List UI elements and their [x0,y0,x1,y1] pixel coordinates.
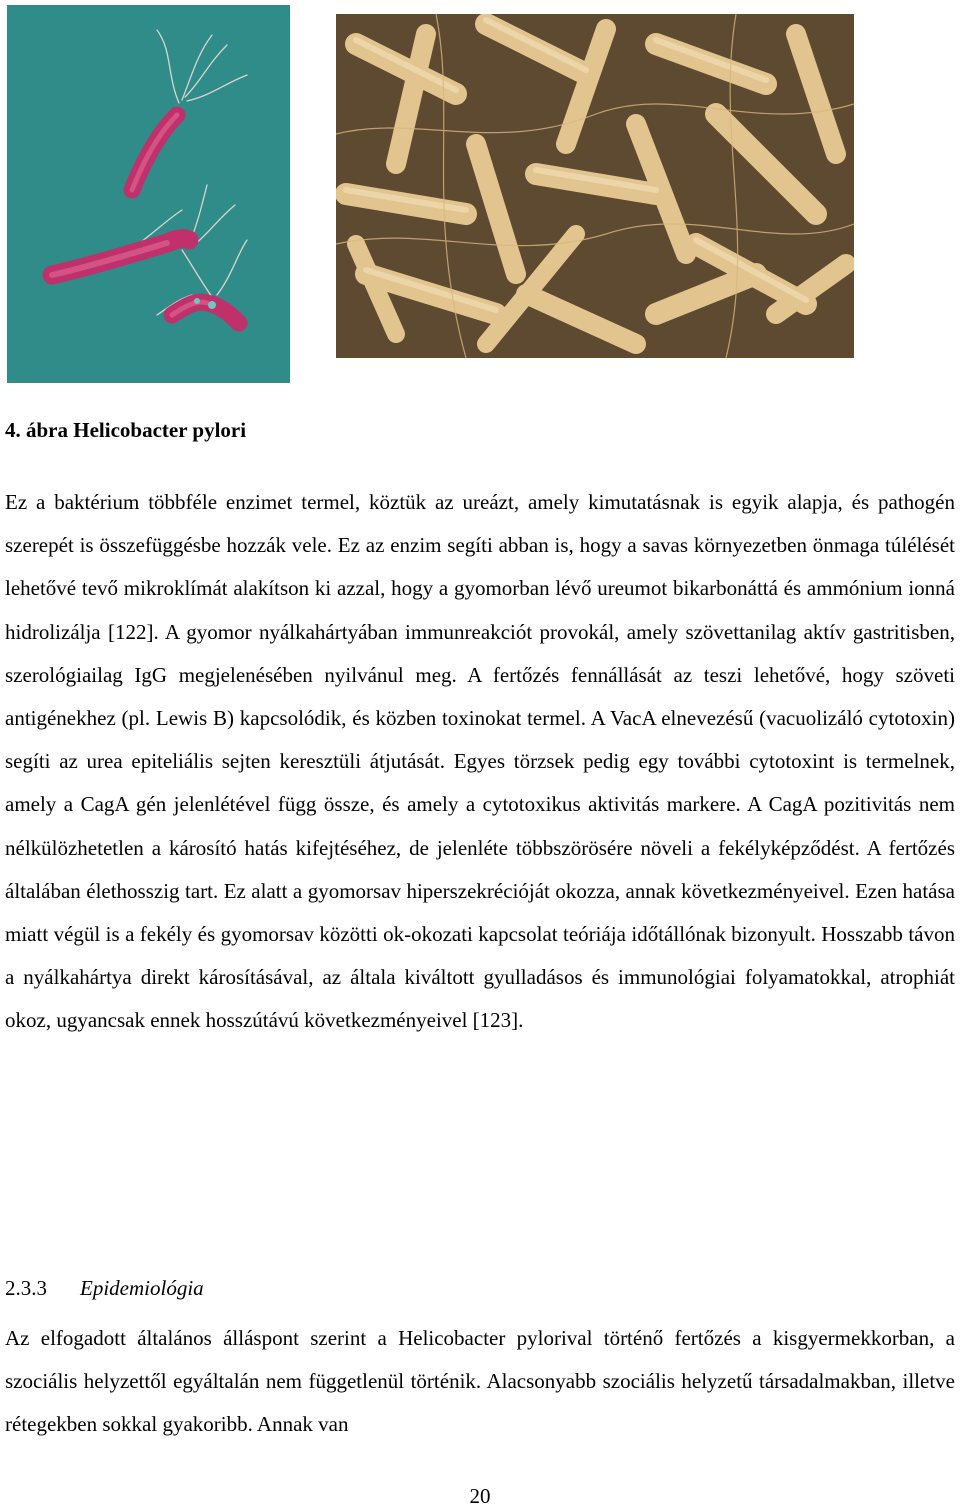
section-title: Epidemiológia [80,1276,204,1300]
figure-image-right [336,14,854,358]
helicobacter-micrograph-left [7,5,290,383]
figure-caption: 4. ábra Helicobacter pylori [5,418,247,442]
bacteria-cluster-micrograph-right [336,14,854,358]
page-number: 20 [469,1484,491,1508]
section-number: 2.3.3 [5,1276,47,1300]
section-heading [5,1276,204,1301]
figure-image-left [7,5,290,383]
body-paragraph-2: Az elfogadott általános álláspont szerint a Helicobacter pylorival történő fertőzés a kisgyermekkorban, a szociális helyzettől egyáltalán nem függetlenül történik. Alacsonyabb szociális helyzetű társadalmakban, illetve rétegekben sokkal gyakoribb. Annak van [5,1326,955,1437]
body-paragraph-1: Ez a baktérium többféle enzimet termel, köztük az ureázt, amely kimutatásnak is egyik alapja, és pathogén szerepét is összefüggésbe hozzák vele. Ez az enzim segíti abban is, hogy a savas környezetben önmaga túlélését lehetővé tevő mikroklímát alakítson ki azzal, hogy a gyomorban lévő ureumot bikarbonáttá és ammónium ionná hidrolizálja [122]. A gyomor nyálkahártyában immunreakciót provokál, amely szövettanilag aktív gastritisben, szerológiailag IgG megjelenésében nyilvánul meg. A fertőzés fennállását az teszi lehetővé, hogy szöveti antigénekhez (pl. Lewis B) kapcsolódik, és közben toxinokat termel. A VacA elnevezésű (vacuolizáló cytotoxin) segíti az urea epiteliális sejten keresztüli átjutását. Egyes törzsek pedig egy további cytotoxint is termelnek, amely a CagA gén jelenlétével függ össze, és amely a cytotoxikus aktivitás markere. A CagA pozitivitás nem nélkülözhetetlen a károsító hatás kifejtéséhez, de jelenléte többszörösére növeli a fekélyképződést. A fertőzés általában élethosszig tart. Ez alatt a gyomorsav hiperszekrécióját okozza, annak következményeivel. Ezen hatása miatt végül is a fekély és gyomorsav közötti ok-okozati kapcsolat teóriája időtállónak bizonyult. Hosszabb távon a nyálkahártya direkt károsításával, az általa kiváltott gyulladásos és immunológiai folyamatokkal, atrophiát okoz, ugyancsak ennek hosszútávú következményeivel [123]. [5,490,955,1033]
